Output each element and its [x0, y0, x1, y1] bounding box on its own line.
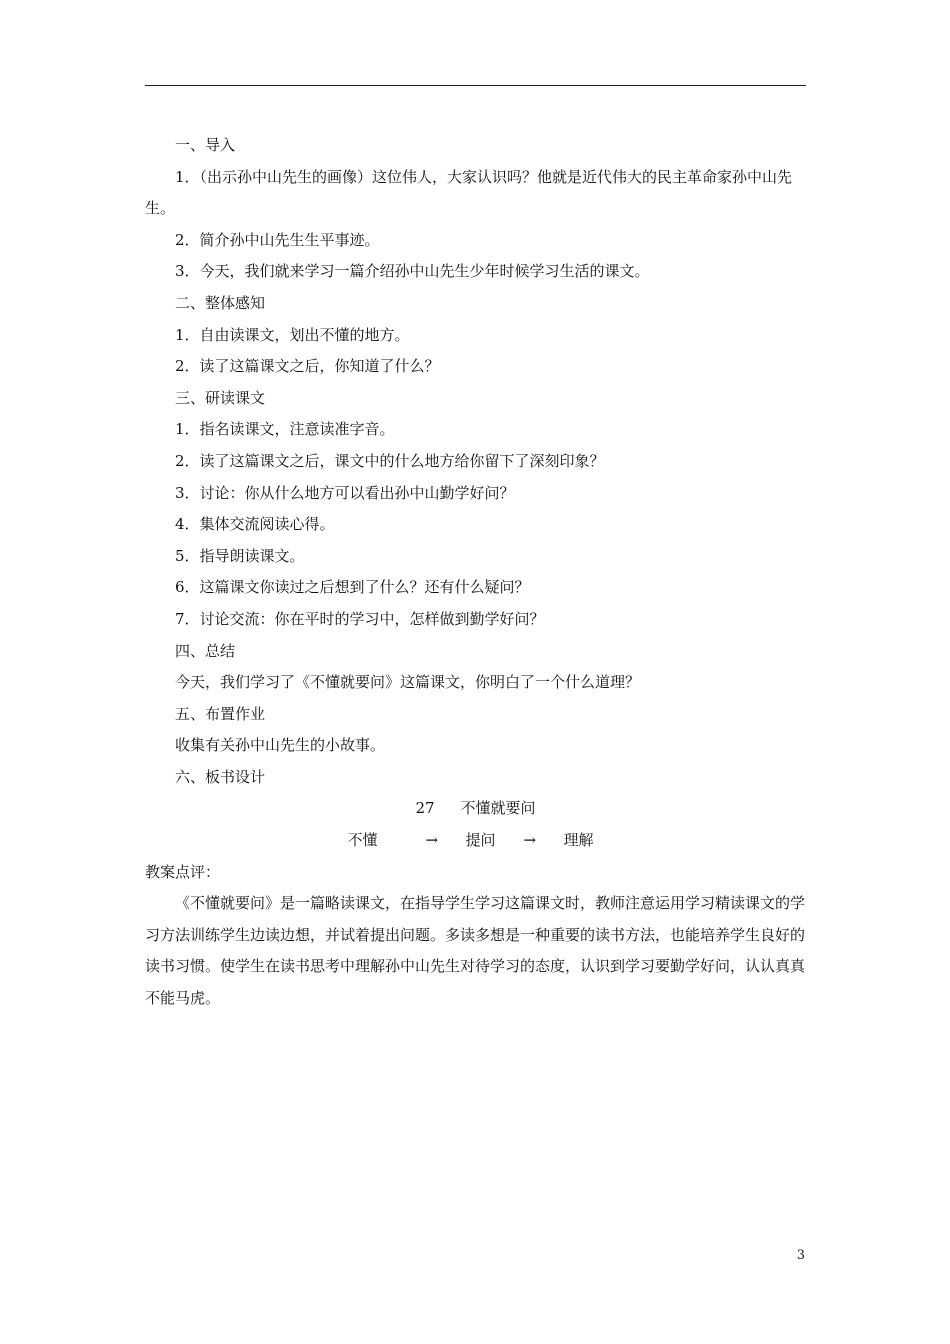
board-step-3: 理解: [563, 831, 594, 850]
lesson-number: 27: [415, 799, 435, 818]
section-heading-overview: 二、整体感知: [175, 293, 266, 312]
homework-text: 收集有关孙中山先生的小故事。: [175, 736, 386, 755]
study-item-6: 6．这篇课文你读过之后想到了什么？还有什么疑问？: [175, 578, 530, 597]
comment-heading: 教案点评：: [145, 862, 221, 881]
study-item-4: 4．集体交流阅读心得。: [175, 515, 335, 534]
study-item-5: 5．指导朗读课文。: [175, 546, 305, 565]
section-heading-board: 六、板书设计: [175, 767, 266, 786]
summary-text: 今天，我们学习了《不懂就要问》这篇课文，你明白了一个什么道理？: [175, 673, 641, 692]
section-heading-summary: 四、总结: [175, 641, 236, 660]
study-item-2: 2．读了这篇课文之后，课文中的什么地方给你留下了深刻印象？: [175, 451, 605, 470]
comment-text: 《不懂就要问》是一篇略读课文，在指导学生学习这篇课文时，教师注意运用学习精读课文的学习方法训练学生边读边想，并试着提出问题。多读多想是一种重要的读书方法，也能培养学生良好的读书习惯。使学生在读书思考中理解孙中山先生对待学习的态度，认识到学习要勤学好问，认认真真不能马虎。: [145, 894, 806, 1008]
intro-item-3: 3．今天，我们就来学习一篇介绍孙中山先生少年时候学习生活的课文。: [175, 262, 650, 281]
page-number: 3: [796, 1248, 805, 1263]
overview-item-2: 2．读了这篇课文之后，你知道了什么？: [175, 357, 440, 376]
arrow-right-icon: →: [523, 831, 537, 850]
intro-item-2: 2．简介孙中山先生生平事迹。: [175, 230, 380, 249]
study-item-3: 3．讨论：你从什么地方可以看出孙中山勤学好问？: [175, 483, 515, 502]
document-body: [145, 130, 806, 1015]
board-title: [145, 793, 806, 825]
section-heading-intro: 一、导入: [175, 136, 236, 154]
header-rule: [145, 85, 806, 86]
study-item-1: 1．指名读课文，注意读准字音。: [175, 420, 395, 439]
intro-item-1: 1．（出示孙中山先生的画像）这位伟人，大家认识吗？他就是近代伟大的民主革命家孙中山先生。: [145, 167, 793, 218]
board-step-1: 不懂: [347, 831, 378, 850]
study-item-7: 7．讨论交流：你在平时的学习中，怎样做到勤学好问？: [175, 609, 545, 628]
overview-item-1: 1．自由读课文，划出不懂的地方。: [175, 325, 410, 344]
lesson-title: 不懂就要问: [460, 799, 536, 818]
board-step-2: 提问: [465, 831, 496, 850]
section-heading-homework: 五、布置作业: [175, 704, 266, 723]
arrow-right-icon: →: [425, 831, 439, 850]
board-flow: [145, 825, 806, 857]
section-heading-study: 三、研读课文: [175, 388, 266, 407]
